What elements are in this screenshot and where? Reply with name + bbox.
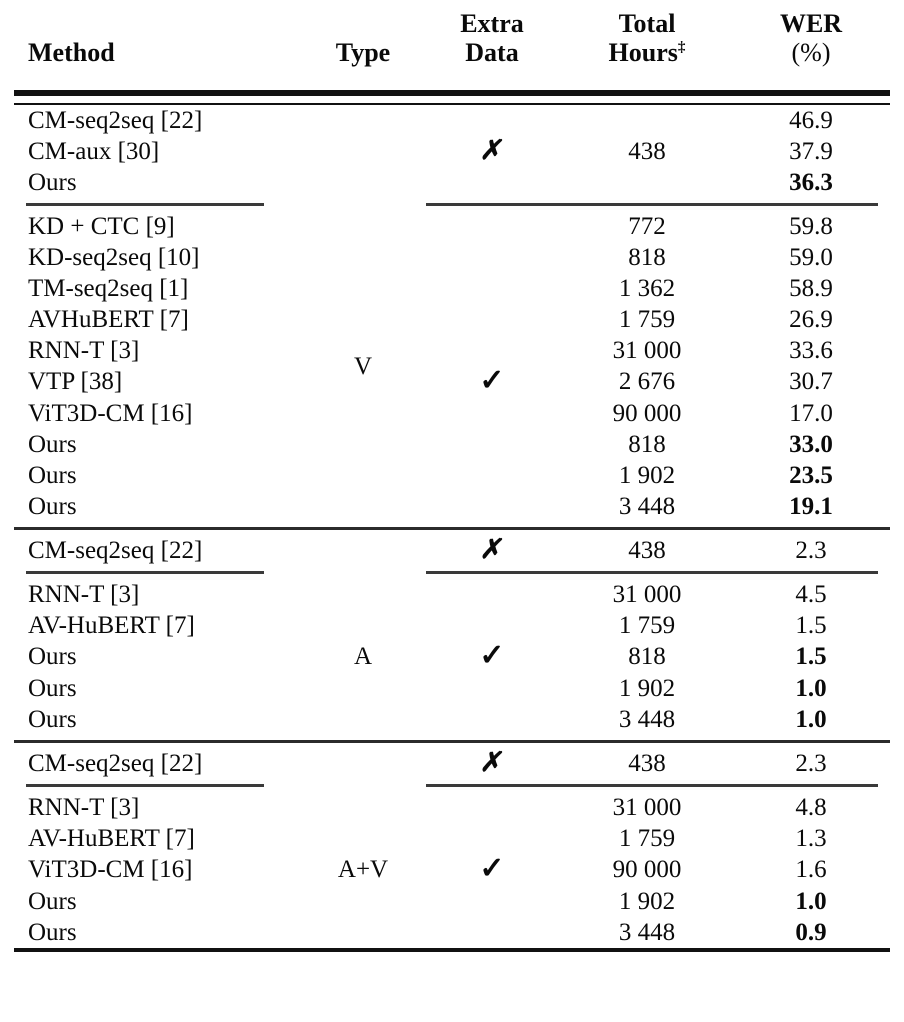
table-row [14,491,890,522]
extra-data-cell [422,363,562,398]
method-cell: CM-seq2seq [22] [28,106,203,134]
column-header-total-hours [562,0,732,80]
wer-cell: 4.8 [795,793,827,821]
column-header-hours-text: Hours [608,38,678,68]
method-cell: Ours [28,430,77,458]
total-hours-cell: 1 759 [618,305,676,333]
total-hours-cell: 1 902 [618,674,676,702]
block-separator-rule [14,566,890,579]
total-hours-cell: 818 [628,430,666,458]
wer-cell: 33.0 [789,430,833,458]
table-row [14,242,890,273]
total-hours-cell: 438 [628,536,666,564]
wer-cell: 1.0 [795,887,827,915]
wer-cell: 17.0 [789,399,833,427]
extra-data-cell [422,748,562,779]
wer-cell: 58.9 [789,274,833,302]
method-cell: AV-HuBERT [7] [28,824,195,852]
check-icon: ✓ [479,851,505,885]
method-cell: CM-seq2seq [22] [28,749,203,777]
wer-cell: 2.3 [795,536,827,564]
method-cell: AV-HuBERT [7] [28,611,195,639]
extra-data-cell [422,823,562,854]
method-cell: Ours [28,168,77,196]
extra-data-cell [422,105,562,136]
cross-icon: ✗ [478,746,507,777]
table-bottom-rule [14,950,890,964]
total-hours-cell [562,167,732,198]
extra-data-cell [422,535,562,566]
column-header-hours-line1: Total [618,9,676,38]
extra-data-cell [422,610,562,641]
rule [14,950,890,964]
method-cell: KD + CTC [9] [28,212,175,240]
extra-data-cell [422,398,562,429]
rule-segment-right [422,566,890,579]
extra-data-cell [422,638,562,673]
table-row [14,641,890,673]
wer-cell: 1.6 [795,856,827,884]
column-header-method [14,0,304,80]
method-cell: RNN-T [3] [28,336,140,364]
extra-data-cell [422,673,562,704]
column-header-wer [732,0,890,80]
wer-cell: 23.5 [789,461,833,489]
total-hours-cell: 772 [628,212,666,240]
type-cell [304,535,422,566]
wer-cell: 1.0 [795,674,827,702]
extra-data-cell [422,304,562,335]
table-row [14,398,890,429]
rule [14,92,890,105]
block-separator-rule [14,779,890,792]
wer-cell: 37.9 [789,137,833,165]
wer-cell: 36.3 [789,168,833,196]
total-hours-cell: 438 [628,749,666,777]
wer-cell: 19.1 [789,492,833,520]
rule [14,522,890,535]
total-hours-cell: 31 000 [612,336,682,364]
type-cell [304,748,422,779]
total-hours-cell: 90 000 [612,856,682,884]
extra-data-cell [422,704,562,735]
total-hours-cell: 1 902 [618,887,676,915]
table-row [14,579,890,610]
rule-line [426,571,878,574]
block-separator-rule [14,198,890,211]
wer-cell: 46.9 [789,106,833,134]
extra-data-cell [422,792,562,823]
rule [14,735,890,748]
extra-data-cell [422,491,562,522]
block-separator-rule-full [14,735,890,748]
type-cell: A+V [337,856,389,884]
total-hours-cell [562,105,732,136]
rule-gap-type [304,566,422,579]
total-hours-cell: 1 362 [618,274,676,302]
rule-gap-type [304,779,422,792]
extra-data-cell [422,886,562,917]
total-hours-cell: 1 902 [618,461,676,489]
total-hours-cell: 3 448 [618,918,676,946]
table-row [14,273,890,304]
method-cell: CM-aux [30] [28,137,160,165]
rule-line [14,740,890,743]
table-row [14,886,890,917]
total-hours-cell: 818 [628,243,666,271]
table-top-rule [14,80,890,92]
total-hours-cell: 2 676 [618,368,676,396]
wer-cell: 2.3 [795,749,827,777]
total-hours-cell: 31 000 [612,793,682,821]
total-hours-cell: 31 000 [612,580,682,608]
cross-icon: ✗ [478,533,507,564]
column-header-extra-line1: Extra [460,9,524,38]
table-row [14,136,890,167]
table-row [14,366,890,398]
method-cell: Ours [28,461,77,489]
table-row [14,429,890,460]
check-icon: ✓ [479,638,505,672]
column-header-wer-line1: WER [779,9,843,38]
table-row [14,167,890,198]
total-hours-cell: 3 448 [618,705,676,733]
rule-segment-right [422,198,890,211]
rule-gap-type [304,198,422,211]
type-cell: V [353,352,373,380]
rule-line [26,203,264,206]
wer-cell: 26.9 [789,305,833,333]
rule-line [14,527,890,530]
results-table [14,0,890,964]
total-hours-cell: 1 759 [618,824,676,852]
table-row [14,460,890,491]
wer-cell: 1.3 [795,824,827,852]
check-icon: ✓ [479,363,505,397]
method-cell: Ours [28,674,77,702]
wer-cell: 4.5 [795,580,827,608]
method-cell: RNN-T [3] [28,793,140,821]
extra-data-cell [422,273,562,304]
header-double-rule [14,92,890,105]
total-hours-cell: 90 000 [612,399,682,427]
column-header-extra-line2: Data [465,38,519,68]
method-cell: Ours [28,918,77,946]
type-cell [304,105,422,198]
column-header-type [304,0,422,80]
method-cell: Ours [28,887,77,915]
table-row [14,610,890,641]
extra-data-cell [422,579,562,610]
rule-line [426,203,878,206]
extra-data-cell [422,242,562,273]
table-row [14,917,890,950]
method-cell: ViT3D-CM [16] [28,856,193,884]
wer-cell: 1.5 [795,643,827,671]
table-row [14,673,890,704]
type-cell: A [353,643,373,671]
block-separator-rule-full [14,522,890,535]
rule-line [26,571,264,574]
rule-segment-method [14,566,304,579]
extra-data-cell [422,211,562,242]
table-row [14,211,890,242]
extra-data-cell [422,917,562,950]
table-row [14,304,890,335]
wer-cell: 1.5 [795,611,827,639]
total-hours-cell: 438 [628,137,666,165]
table-row [14,704,890,735]
table-row [14,335,890,366]
total-hours-cell: 3 448 [618,492,676,520]
wer-cell: 33.6 [789,336,833,364]
rule-line [14,94,890,105]
table-row [14,748,890,779]
column-header-hours-line2 [566,38,728,67]
extra-data-cell [422,429,562,460]
double-dagger-footnote-marker: ‡ [677,39,686,56]
table-body [14,92,890,964]
method-cell: Ours [28,705,77,733]
method-cell: AVHuBERT [7] [28,305,189,333]
rule-line [26,784,264,787]
wer-cell: 0.9 [795,918,827,946]
wer-cell: 59.8 [789,212,833,240]
wer-cell: 1.0 [795,705,827,733]
method-cell: RNN-T [3] [28,580,140,608]
method-cell: Ours [28,492,77,520]
table-row [14,823,890,854]
rule-segment-method [14,198,304,211]
total-hours-cell: 1 759 [618,611,676,639]
rule-segment-right [422,779,890,792]
extra-data-cell [422,335,562,366]
total-hours-cell: 818 [628,643,666,671]
extra-data-cell [422,167,562,198]
extra-data-cell [422,460,562,491]
column-header-extra-data [422,0,562,80]
method-cell: Ours [28,643,77,671]
table-header [14,0,890,80]
wer-cell: 59.0 [789,243,833,271]
method-cell: VTP [38] [28,368,123,396]
table-row [14,854,890,886]
table-row [14,535,890,566]
column-header-wer-line2: (%) [791,38,831,68]
rule-line [426,784,878,787]
cross-icon: ✗ [478,134,507,165]
table-row [14,792,890,823]
column-header-type-label: Type [335,38,391,68]
rule-segment-method [14,779,304,792]
method-cell: CM-seq2seq [22] [28,536,203,564]
method-cell: TM-seq2seq [1] [28,274,189,302]
table-row [14,105,890,136]
header-row [14,0,890,80]
extra-data-cell [422,136,562,167]
wer-cell: 30.7 [789,368,833,396]
method-cell: ViT3D-CM [16] [28,399,193,427]
method-cell: KD-seq2seq [10] [28,243,200,271]
column-header-method-label: Method [28,38,115,68]
extra-data-cell [422,851,562,886]
